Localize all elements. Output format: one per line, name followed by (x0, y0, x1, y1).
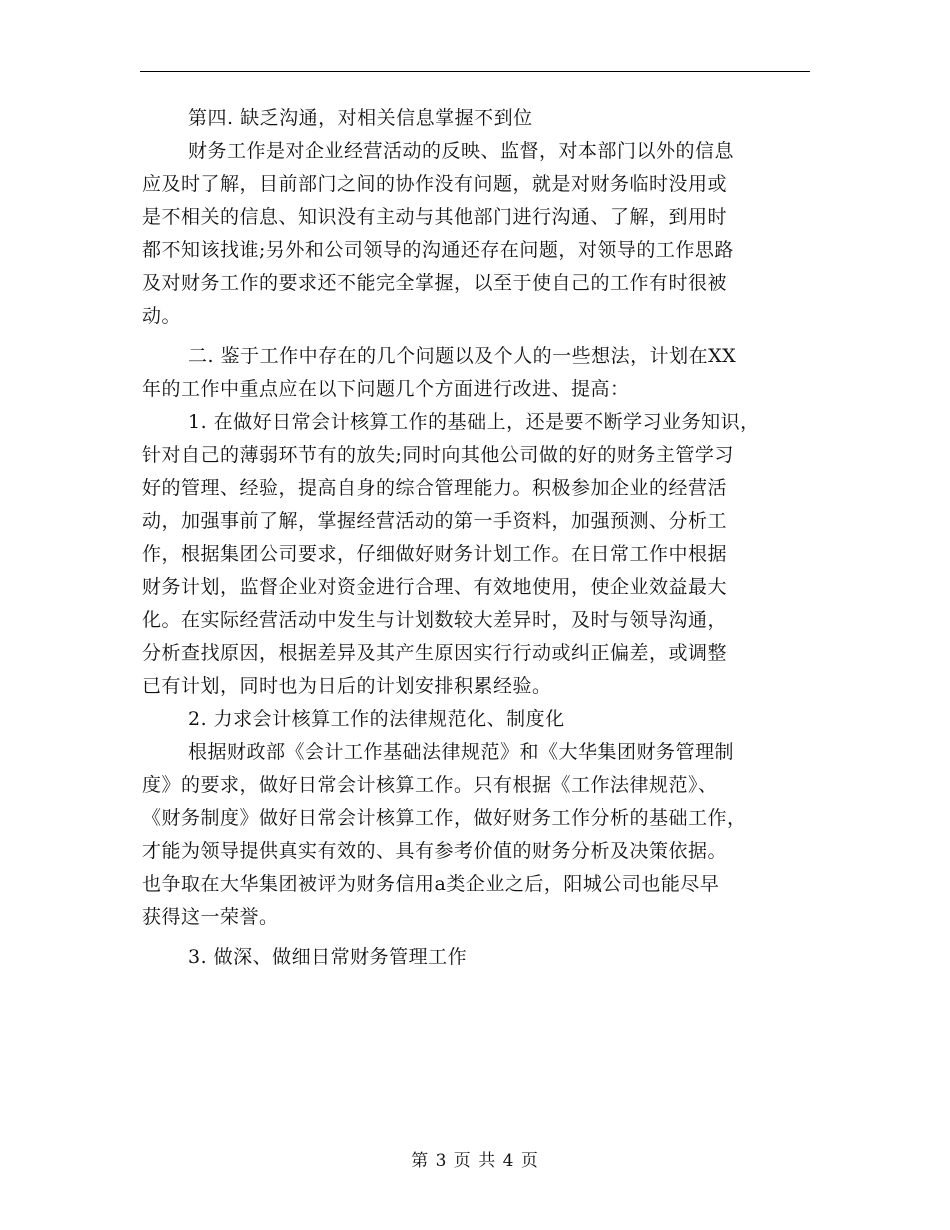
text-line: 根据财政部《会计工作基础法律规范》和《大华集团财务管理制 (188, 741, 735, 763)
text-line: 已有计划，同时也为日后的计划安排积累经验。 (142, 675, 552, 697)
text-line: 应及时了解，目前部门之间的协作没有问题，就是对财务临时没用或 (142, 173, 728, 195)
text-line: 也争取在大华集团被评为财务信用a类企业之后，阳城公司也能尽早 (142, 873, 720, 895)
text-line: 第四. 缺乏沟通，对相关信息掌握不到位 (188, 107, 533, 129)
text-line: 财务工作是对企业经营活动的反映、监督，对本部门以外的信息 (188, 140, 735, 162)
text-line: 分析查找原因，根据差异及其产生原因实行行动或纠正偏差，或调整 (142, 642, 728, 664)
text-line: 动，加强事前了解，掌握经营活动的第一手资料，加强预测、分析工 (142, 510, 728, 532)
document-body (142, 102, 812, 974)
text-line: 2. 力求会计核算工作的法律规范化、制度化 (188, 708, 565, 730)
text-line: 针对自己的薄弱环节有的放失;同时向其他公司做的好的财务主管学习 (142, 444, 734, 466)
text-line: 《财务制度》做好日常会计核算工作，做好财务工作分析的基础工作， (142, 807, 747, 829)
text-line: 动。 (142, 305, 182, 327)
text-line: 都不知该找谁;另外和公司领导的沟通还存在问题，对领导的工作思路 (142, 239, 734, 261)
text-line: 二. 鉴于工作中存在的几个问题以及个人的一些想法，计划在XX (188, 345, 737, 367)
text-line: 及对财务工作的要求还不能完全掌握，以至于使自己的工作有时很被 (142, 272, 728, 294)
text-line: 度》的要求，做好日常会计核算工作。只有根据《工作法律规范》、 (142, 774, 718, 796)
paragraph-gap (142, 333, 812, 340)
text-line: 3. 做深、做细日常财务管理工作 (188, 946, 468, 968)
text-line: 作，根据集团公司要求，仔细做好财务计划工作。在日常工作中根据 (142, 543, 728, 565)
header-rule (140, 71, 810, 72)
paragraph-gap (142, 934, 812, 941)
text-line: 1. 在做好日常会计核算工作的基础上，还是要不断学习业务知识， (188, 411, 760, 433)
text-line: 是不相关的信息、知识没有主动与其他部门进行沟通、了解，到用时 (142, 206, 728, 228)
text-line: 化。在实际经营活动中发生与计划数较大差异时，及时与领导沟通， (142, 609, 728, 631)
text-line: 财务计划，监督企业对资金进行合理、有效地使用，使企业效益最大 (142, 576, 728, 598)
text-line: 年的工作中重点应在以下问题几个方面进行改进、提高： (142, 378, 630, 400)
page-number: 第 3 页 共 4 页 (411, 1151, 539, 1171)
text-line: 获得这一荣誉。 (142, 906, 279, 928)
text-line: 好的管理、经验，提高自身的综合管理能力。积极参加企业的经营活 (142, 477, 728, 499)
text-line: 才能为领导提供真实有效的、具有参考价值的财务分析及决策依据。 (142, 840, 728, 862)
